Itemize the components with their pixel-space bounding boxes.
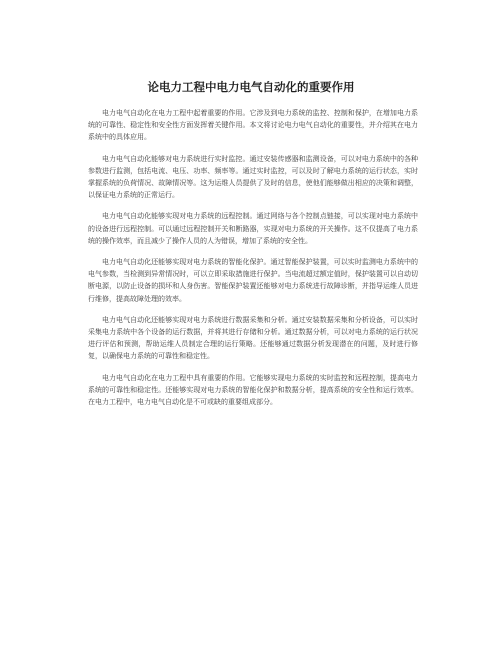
document-body	[88, 107, 418, 417]
paragraph-5: 电力电气自动化还能够实现对电力系统进行数据采集和分析。通过安装数据采集和分析设备，可以实时采集电力系统中各个设备的运行数据，并将其进行存储和分析。通过数据分析，可以对电力系统的运行状况进行评估和预测，帮助运维人员制定合理的运行策略。还能够通过数据分析发现潜在的问题，及时进行修复，以确保电力系统的可靠性和稳定性。	[88, 315, 418, 361]
paragraph-4: 电力电气自动化还能够实现对电力系统的智能化保护。通过智能保护装置，可以实时监测电力系统中的电气参数，当检测到异常情况时，可以立即采取措施进行保护。当电流超过额定值时，保护装置可以自动切断电源，以防止设备的损坏和人身伤害。智能保护装置还能够对电力系统进行故障诊断，并指导运维人员进行维修，提高故障处理的效率。	[88, 258, 418, 303]
document-title: 论电力工程中电力电气自动化的重要作用	[147, 80, 355, 94]
paragraph-6: 电力电气自动化在电力工程中具有重要的作用。它能够实现电力系统的实时监控和远程控制，提高电力系统的可靠性和稳定性。还能够实现对电力系统的智能化保护和数据分析，提高系统的安全性和运行效率。在电力工程中，电力电气自动化是不可或缺的重要组成部分。	[88, 373, 418, 407]
paragraph-3: 电力电气自动化能够实现对电力系统的远程控制。通过网络与各个控制点链接，可以实现对电力系统中的设备进行远程控制。可以通过远程控制开关和断路器，实现对电力系统的开关操作。这不仅提高了电力系统的操作效率，而且减少了操作人员的人为错误，增加了系统的安全性。	[88, 212, 418, 245]
paragraph-1: 电力电气自动化在电力工程中起着重要的作用。它涉及到电力系统的监控、控制和保护，在增加电力系统的可靠性、稳定性和安全性方面发挥着关键作用。本文将讨论电力电气自动化的重要性，并介绍其在电力系统中的具体应用。	[88, 109, 418, 142]
paragraph-2: 电力电气自动化能够对电力系统进行实时监控。通过安装传感器和监测设备，可以对电力系统中的各种参数进行监测，包括电流、电压、功率、频率等。通过实时监控，可以及时了解电力系统的运行状态，实时掌握系统的负荷情况、故障情况等。这为运维人员提供了及时的信息，使他们能够做出相应的决策和调整，以保证电力系统的正常运行。	[88, 154, 418, 200]
